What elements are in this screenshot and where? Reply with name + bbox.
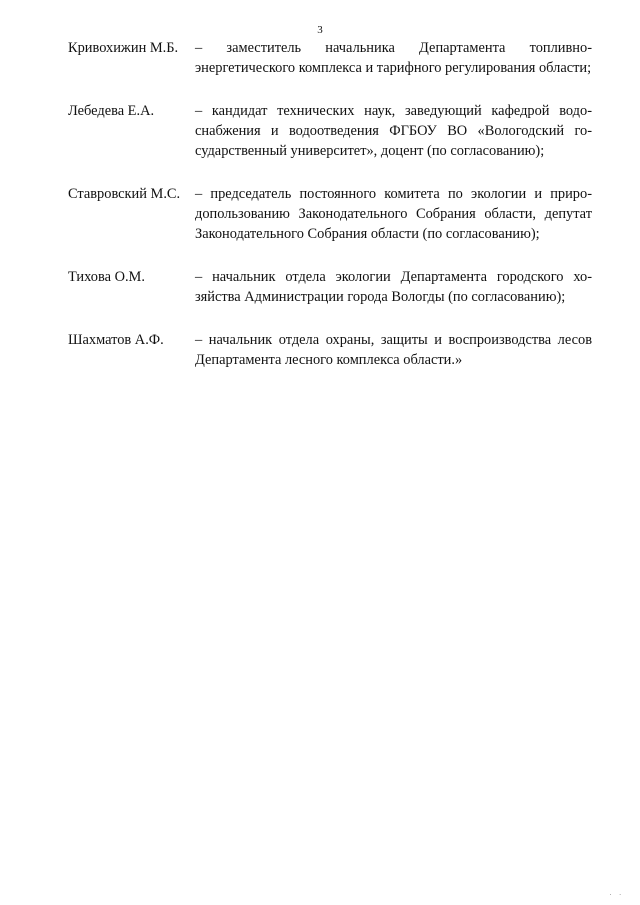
scan-corner-mark: . . bbox=[609, 889, 624, 897]
member-name: Шахматов А.Ф. bbox=[68, 332, 164, 348]
members-list bbox=[68, 38, 592, 370]
member-name: Ставровский М.С. bbox=[68, 186, 181, 202]
member-description: – кандидат технических наук, заведующий кафедрой водоснабжения и водоотведения ФГБОУ ВО «Вологодский государственный университет», доцент (по согласованию); bbox=[195, 103, 592, 159]
page-number: 3 bbox=[317, 24, 323, 36]
member-name: Тихова О.М. bbox=[68, 269, 145, 285]
member-name: Кривохижин М.Б. bbox=[68, 40, 179, 56]
list-item bbox=[68, 330, 592, 370]
list-item bbox=[68, 101, 592, 161]
member-description: – заместитель начальника Департамента топливно-энергетического комплекса и тарифного регулирования области; bbox=[195, 40, 592, 76]
member-name: Лебедева Е.А. bbox=[68, 103, 155, 119]
list-item bbox=[68, 184, 592, 244]
member-description: – начальник отдела охраны, защиты и воспроизводства лесов Департамента лесного комплекса области.» bbox=[195, 332, 592, 368]
list-item bbox=[68, 38, 592, 78]
list-item bbox=[68, 267, 592, 307]
member-description: – начальник отдела экологии Департамента городского хозяйства Администрации города Вологды (по согласованию); bbox=[195, 269, 592, 305]
member-description: – председатель постоянного комитета по экологии и природопользованию Законодательного Собрания области, депутат Законодательного Собрания области (по согласованию); bbox=[195, 186, 592, 242]
